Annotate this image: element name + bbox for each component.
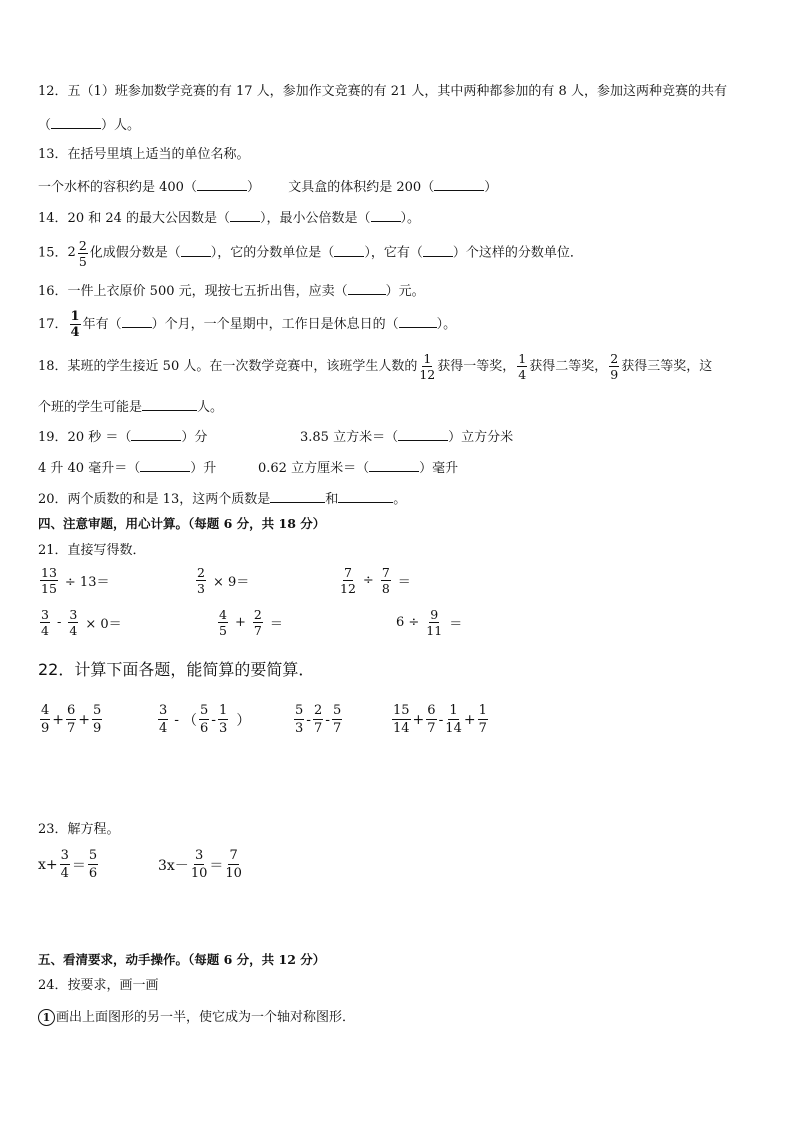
q12-line1 [38,82,727,102]
q16-blank[interactable] [348,280,386,295]
q15-blank-2[interactable] [334,242,364,257]
q14-blank-lcm[interactable] [371,207,401,222]
q18-fraction-1: $\frac{1}{12}$ [419,351,436,382]
q15: 15． 2 $\frac{2}{5}$ 化成假分数是（ ），它的分数单位是（ ），它有（ ）个这样的分数单位． [38,237,583,269]
q14-blank-gcd[interactable] [230,207,260,222]
q20: 20．两个质数的和是 13，这两个质数是 和 。 [38,488,406,510]
q15-blank-1[interactable] [181,242,211,257]
q19-row2: 4 升 40 毫升＝（ ）升 [38,457,216,479]
q17-blank-2[interactable] [399,313,437,328]
q15-blank-3[interactable] [423,242,453,257]
q13-title: 13．在括号里填上适当的单位名称。 [38,147,250,162]
q23-title: 23．解方程。 [38,822,120,837]
q21-expr-4: $\frac{3}{4}$ - $\frac{3}{4}$ × 0＝ [41,607,122,638]
q20-blank-2[interactable] [338,488,393,503]
q18-line2: 个班的学生可能是 人。 [38,396,223,418]
q24-title: 24．按要求，画一画 [38,978,159,993]
q12-text: 12．五（1）班参加数学竞赛的有 17 人，参加作文竞赛的有 21 人，其中两种都参加的有 8 人，参加这两种竞赛的共有 [38,84,727,99]
q19-row1: 19．20 秒 ＝（ ）分 [38,426,207,448]
q23-equation-2: 3x－ $\frac{3}{10}$ ＝ $\frac{7}{10}$ [158,848,242,881]
q12-line2: （ ）人。 [38,114,140,136]
q18-line1: 18．某班的学生接近 50 人。在一次数学竞赛中，该班学生人数的 $\frac{1}{12}$ 获得一等奖， $\frac{1}{4}$ 获得二等奖， $\frac{2}{9}$ 获得三等奖，这 [38,351,713,382]
q22-expr-4: $\frac{15}{14}$ + $\frac{6}{7}$ - $\frac{1}{14}$ + $\frac{1}{7}$ [393,703,487,736]
section-4-heading: 四、注意审题，用心计算。（每题 6 分，共 18 分） [38,516,326,531]
q15-mixed-number: 2 $\frac{2}{5}$ [67,237,87,269]
q17-fraction: $\frac{1}{4}$ [70,309,80,340]
q14: 14．20 和 24 的最大公因数是（ ），最小公倍数是（ ）。 [38,207,420,229]
q13-blank-cup[interactable] [197,176,247,191]
q22-title: 22．计算下面各题，能简算的要简算． [38,660,315,679]
q12-answer-blank[interactable] [51,114,101,129]
q19-row2b: 0.62 立方厘米＝（ ）毫升 [258,457,458,479]
circled-number-1: 1 [38,1009,55,1026]
q21-expr-5: $\frac{4}{5}$ + $\frac{2}{7}$ ＝ [219,607,283,638]
q21-title: 21．直接写得数． [38,543,146,558]
q17: 17． $\frac{1}{4}$ 年有（ ）个月，一个星期中，工作日是休息日的（ ）。 [38,309,457,340]
q21-expr-6: 6 ÷ $\frac{9}{11}$ ＝ [396,607,463,638]
q22-expr-2: $\frac{3}{4}$ - （ $\frac{5}{6}$ - $\frac{1}{3}$ ） [159,703,251,736]
q24-item-1: 1 画出上面图形的另一半，使它成为一个轴对称图形． [38,1008,355,1028]
q21-expr-3: $\frac{7}{12}$ ÷ $\frac{7}{8}$ ＝ [340,565,411,596]
q13-items: 一个水杯的容积约是 400（ ） 文具盒的体积约是 200（ ） [38,176,497,198]
q22-expr-3: $\frac{5}{3}$ - $\frac{2}{7}$ - $\frac{5}{7}$ [295,703,342,736]
q23-equation-1: x+ $\frac{3}{4}$ ＝ $\frac{5}{6}$ [38,848,98,881]
q22-expr-1: $\frac{4}{9}$ + $\frac{6}{7}$ + $\frac{5}{9}$ [41,703,102,736]
q19-blank-c[interactable] [140,457,190,472]
q19-blank-a[interactable] [131,426,181,441]
q18-fraction-3: $\frac{2}{9}$ [610,351,619,382]
q18-blank[interactable] [142,396,197,411]
q21-expr-1: $\frac{13}{15}$ ÷ 13＝ [41,565,110,596]
q16: 16．一件上衣原价 500 元，现按七五折出售，应卖（ ）元。 [38,280,425,302]
q19-row1b: 3.85 立方米＝（ ）立方分米 [300,426,513,448]
q19-blank-d[interactable] [369,457,419,472]
q13-blank-box[interactable] [434,176,484,191]
q20-blank-1[interactable] [270,488,325,503]
q17-blank-1[interactable] [122,313,152,328]
q21-expr-2: $\frac{2}{3}$ × 9＝ [197,565,250,596]
q19-blank-b[interactable] [398,426,448,441]
section-5-heading: 五、看清要求，动手操作。（每题 6 分，共 12 分） [38,952,326,967]
q18-fraction-2: $\frac{1}{4}$ [518,351,527,382]
